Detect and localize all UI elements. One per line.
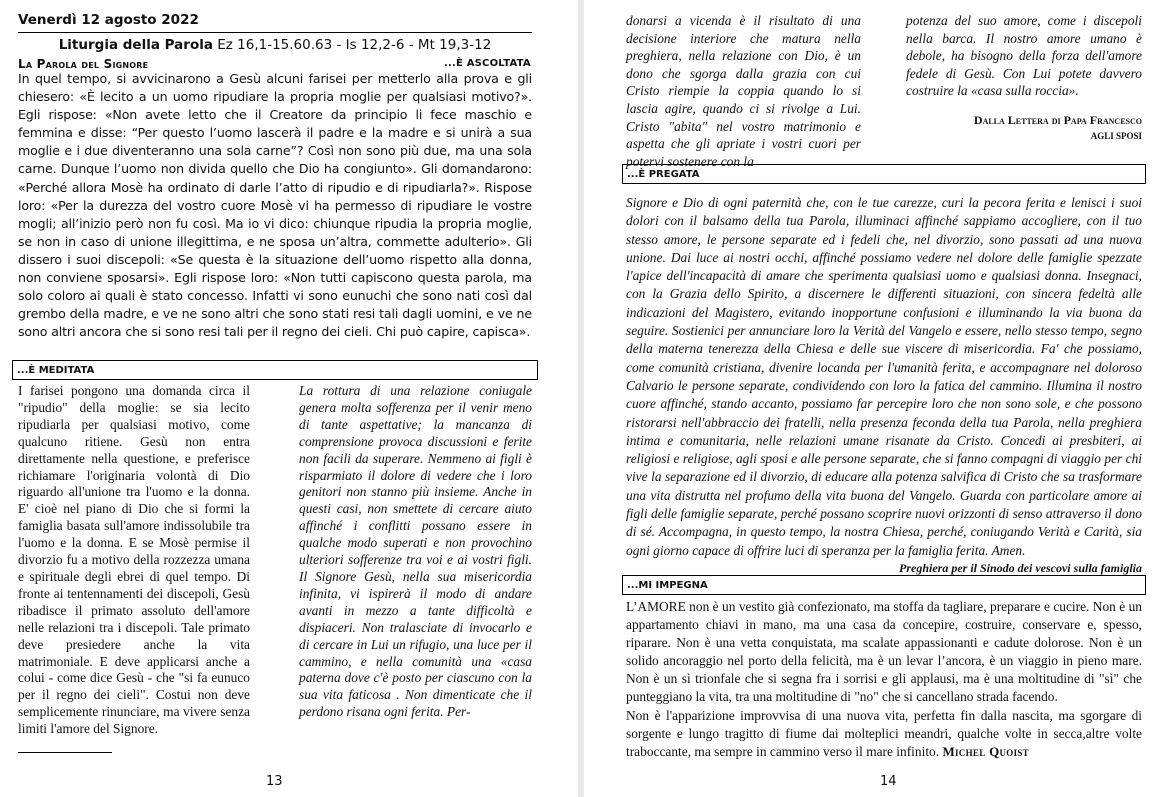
- commitment-paragraph-2: [626, 707, 1142, 761]
- meditated-box: [12, 360, 538, 380]
- footnote-rule: [18, 752, 112, 753]
- top-rule: [18, 32, 532, 33]
- prayer-source: Preghiera per il Sinodo dei vescovi sulla famiglia: [899, 561, 1142, 575]
- prayed-box: [622, 164, 1146, 184]
- left-page: [0, 0, 578, 797]
- letter-column-2: potenza del suo amore, come i discepoli nella barca. Il nostro amore umano è debole, ha bisogno della forza dell'amore fedele di Gesù. Con Lui potete davvero costruire la «casa sulla roccia».: [906, 13, 1142, 99]
- section-word-heading: La Parola del Signore: [18, 57, 149, 71]
- liturgy-refs: Ez 16,1-15.60.63 - Is 12,2-6 - Mt 19,3-12: [212, 37, 492, 53]
- commitment-author: Michel Quoist: [942, 743, 1029, 759]
- prayer-text: Signore e Dio di ogni paternità che, con le tue carezze, curi la pecora ferita e lenisci i suoi dolori con il balsamo della tua Parola, illuminaci affinché sappiamo accogliere, con il tuo stesso amore, le persone separate ed i fedeli che, nel divorzio, sono passati ad una nuova unione. Dai luce ai nostri occhi, affinché possiamo vedere nel dolore delle famiglie spezzate l'apice dell'incapacità di amare che sperimenta qualsiasi uomo e qualsiasi donna. Insegnaci, con la Grazia dello Spirito, a discernere le differenti situazioni, con sincera fedeltà alle indicazioni del Magistero, evitando inopportune confusioni e illuminando la via buona da seguire. Sostienici per annunciare loro la Verità del Vangelo e essere, nello stesso tempo, segno della materna tenerezza della Chiesa e delle sue viscere di misericordia. Fa' che possiamo, come comunità cristiana, divenire locanda per l'umanità ferita, e accompagnare nel doloroso Calvario le persone separate, condividendo con loro la fatica del cammino. Illumina il nostro cuore affinché, stando accanto, possiamo far percepire loro che non sono sole, e che possono ristorarsi nell'abbraccio dei fratelli, nella presenza feconda della tua Parola, nella preghiera intima e comunitaria, nelle relazioni umane risanate da Cristo. Concedi ai presbiteri, ai religiosi e religiose, agli sposi e alle persone separate, che si fanno compagni di viaggio per chi vive la separazione ed il divorzio, di educare alla potenza salvifica di Cristo che sa trasformare una vita distrutta nel profumo della vita buona del Vangelo. Guarda con particolare amore ai figli delle famiglie separate, perché possano scoprire nuovi orizzonti di senso attraverso il dono di sé. Accompagna, in questo tempo, la nostra Chiesa, perché, coniugando Verità e Carità, sia ogni giorno capace di offrire luci di speranza per la famiglia ferita. Amen.: [626, 195, 1142, 558]
- meditation-column-2: La rottura di una relazione coniugale genera molta sofferenza per il venir meno di tante aspettative; la mancanza di comprensione provoca discussioni e ferite non facili da superare. Nemmeno ai figli è risparmiato il dolore di vedere che i loro genitori non stanno più insieme. Anche in questi casi, non smettete di cercare aiuto affinché i conflitti possano essere in qualche modo superati e non provochino ulteriori sofferenze tra voi e ai vostri figli. Il Signore Gesù, nella sua misericordia infinita, vi ispirerà il modo di andare avanti in mezzo a tante difficoltà e dispiaceri. Non tralasciate di invocarlo e di cercare in Lui un rifugio, una luce per il cammino, e nella comunità una «casa paterna dove c'è posto per ciascuno con la sua vita faticosa . Non dimenticate che il perdono risana ogni ferita. Per-: [299, 383, 532, 720]
- commitment-paragraph-2-text: Non è l'apparizione improvvisa di una nuova vita, perfetta fin dalla nascita, ma sgorgare di sorgente e lungo tragitto di fiume dai molteplici meandri, qualche volte in secca,altre volte traboccante, ma sempre in cammino verso il mare infinito.: [626, 707, 1142, 759]
- section-prayed-heading: ...È PREGATA: [627, 169, 700, 180]
- page-number-right: 14: [880, 774, 897, 789]
- liturgy-line: [18, 37, 532, 53]
- section-listened-heading: ...È ASCOLTATA: [444, 58, 531, 69]
- letter-column-1: donarsi a vicenda è il risultato di una decisione interiore che matura nella preghiera, nella relazione con Dio, è un dono che sgorga dalla grazia con cui Cristo riempie la coppia quando lo si lascia agire, quando ci si rivolge a Lui. Cristo "abita" nel vostro matrimonio e aspetta che gli apriate i vostri cuori per potervi sostenere con la: [626, 13, 861, 169]
- commitment-paragraph-1: L’AMORE non è un vestito già confezionato, ma stoffa da tagliare, preparare e cucire. Non è un appartamento chiavi in mano, ma una casa da concepire, costruire, conservare e, spesso, riparare. Non è una vetta conquistata, ma scalate appassionanti e cadute dolorose. Non è un solido ancoraggio nel porto della felicità, ma è un levar l’ancora, è un viaggio in pieno mare. Non è un sì trionfale che si segna fra i sorrisi e gli applausi, ma è una moltitudine di "sì" che punteggiano la vita, tra una moltitudine di "no" che si cancellano strada facendo.: [626, 599, 1142, 705]
- liturgy-title: Liturgia della Parola: [58, 37, 213, 53]
- section-meditated-heading: ...È MEDITATA: [17, 365, 95, 376]
- commits-box: [622, 575, 1146, 595]
- page-number-left: 13: [266, 774, 283, 789]
- meditation-column-1: I farisei pongono una domanda circa il "ripudio" della moglie: se sia lecito ripudiarla per qualsiasi motivo, come qualcuno ritiene. Gesù non entra direttamente nella questione, e preferisce richiamare l'originaria volontà di Dio riguardo all'unione tra l'uomo e la donna. E' cioè nel piano di Dio che si formi la famiglia basata sull'amore indissolubile tra l'uomo e la donna. E se Mosè permise il divorzio fu a motivo della rozzezza umana e spirituale degli ebrei di quel tempo. Di fronte ai tentennamenti dei discepoli, Gesù ribadisce il primato assoluto dell'amore nelle relazioni tra i discepoli. Tale primato deve presiedere anche la vita matrimoniale. E deve applicarsi anche a colui - come dice Gesù - che "si fa eunuco per il regno dei cieli". Costui non deve semplicemente rinunciare, ma vivere senza limiti l'amore del Signore.: [18, 383, 250, 737]
- commitment-text: [626, 598, 1142, 761]
- section-commits-heading: ...MI IMPEGNA: [627, 580, 708, 591]
- letter-source: Dalla Lettera di Papa Francesco: [973, 113, 1142, 127]
- letter-signature: [906, 112, 1142, 144]
- date-heading: Venerdì 12 agosto 2022: [18, 12, 199, 28]
- gospel-text: In quel tempo, si avvicinarono a Gesù alcuni farisei per metterlo alla prova e gli chiesero: «È lecito a un uomo ripudiare la propria moglie per qualsiasi motivo?». Egli rispose: «Non avete letto che il Creatore da principio li fece maschio e femmina e disse: “Per questo l’uomo lascerà il padre e la madre e si unirà a sua moglie e i due diventeranno una sola carne”? Così non sono più due, ma una sola carne. Dunque l’uomo non divida quello che Dio ha congiunto». Gli domandarono: «Perché allora Mosè ha ordinato di darle l’atto di ripudio e di ripudiarla?». Rispose loro: «Per la durezza del vostro cuore Mosè vi ha permesso di ripudiare le vostre mogli; all’inizio però non fu così. Ma io vi dico: chiunque ripudia la propria moglie, se non in caso di unione illegittima, e ne sposa un’altra, commette adulterio». Gli dissero i suoi discepoli: «Se questa è la situazione dell’uomo rispetto alla donna, non conviene sposarsi». Egli rispose loro: «Non tutti capiscono questa parola, ma solo coloro ai quali è stato concesso. Infatti vi sono eunuchi che sono nati così dal grembo della madre, e ve ne sono altri che sono stati resi tali dagli uomini, e ve ne sono altri ancora che si sono resi tali per il regno dei cieli. Chi può capire, capisca».: [18, 71, 532, 340]
- right-page: [584, 0, 1162, 797]
- letter-recipients: AGLI SPOSI: [1090, 131, 1142, 141]
